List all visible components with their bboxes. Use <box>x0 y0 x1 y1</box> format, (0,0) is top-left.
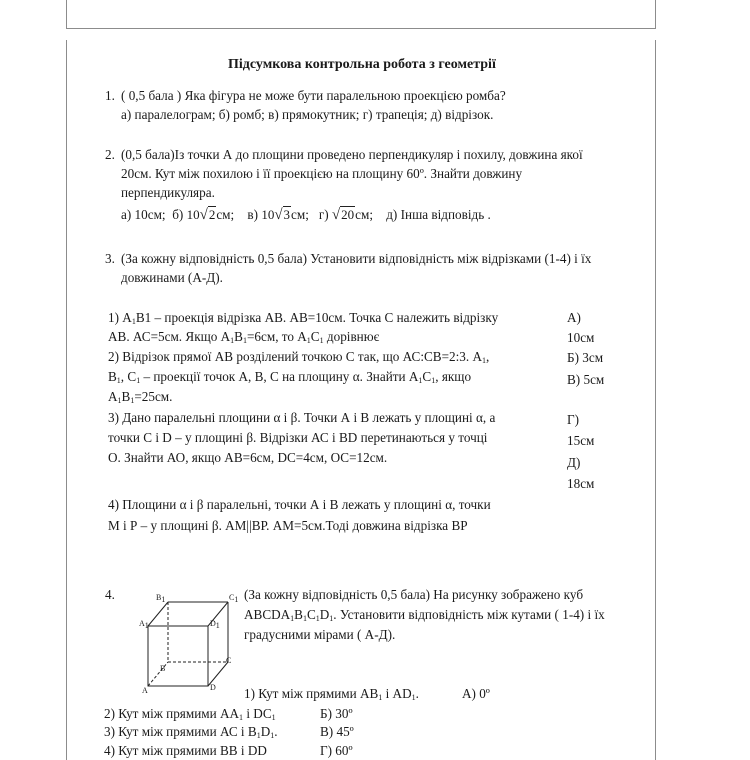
cube-label-b: B <box>160 664 166 673</box>
q3-answer-d: Д) <box>567 455 581 470</box>
q3-answer-g: Г) <box>567 412 580 427</box>
q3-item2-line2: $В_1$, $С_1$ – проекції точок А, В, С на площину α. Знайти $А_1С_1$, якщо <box>108 369 472 385</box>
q4-item4: 4) Кут між прямими ВВ і DD <box>104 743 267 758</box>
q4-number: 4. <box>105 587 115 602</box>
q3-answer-a: А) <box>567 310 581 325</box>
q4-item1: 1) Кут між прямими $АВ_1$ і $АD_1$. <box>244 686 419 702</box>
sqrt-10-3: 10√3 <box>261 207 291 223</box>
q3-item4-line2: М і Р – у площині β. АМ||ВР. АМ=5см.Тоді довжина відрізка ВР <box>108 518 468 533</box>
cube-label-a1: $A_1$ <box>139 619 149 630</box>
q4-line2: $АВСDА_1В_1С_1D_1$. Установити відповідність між кутами ( 1-4) і їх <box>244 607 605 623</box>
page-title: Підсумкова контрольна робота з геометрії <box>228 57 496 72</box>
q3-item2-line3: $А_1В_1=25см$. <box>108 389 173 405</box>
previous-page-frame <box>66 0 656 29</box>
q4-line1: (За кожну відповідність 0,5 бала) На рисунку зображено куб <box>244 587 584 602</box>
q4-answer-g: Г) 60º <box>320 743 353 758</box>
q2-line2: 20см. Кут між похилою і її проекцією на площину 60º. Знайти довжину <box>121 166 523 181</box>
q2-opt-b: б) <box>172 207 184 222</box>
cube-edge-a1b1 <box>148 602 168 626</box>
cube-front-face <box>148 626 208 686</box>
cube-label-c: C <box>226 656 232 665</box>
q4-answer-v: В) 45º <box>320 724 354 739</box>
q1-number: 1. <box>105 88 115 103</box>
cube-label-d1: $D_1$ <box>210 619 220 630</box>
q4-item3: 3) Кут між прямими АС і $В_1D_1$. <box>104 724 278 740</box>
q3-item3-line1: 3) Дано паралельні площини α і β. Точки А і В лежать у площині α, а <box>108 410 496 425</box>
q3-item3-line2: точки С і D – у площині β. Відрізки АС і ВD перетинаються у точці <box>108 430 488 445</box>
q2-line1: (0,5 бала)Із точки А до площини проведено перпендикуляр і похилу, довжина якої <box>121 147 583 162</box>
sqrt-20: √20 <box>331 207 355 223</box>
q3-answer-d-value: 18см <box>567 476 595 491</box>
q1-text: ( 0,5 бала ) Яка фігура не може бути паралельною проекцією ромба? <box>121 88 506 103</box>
q4-answer-b: Б) 30º <box>320 706 353 721</box>
q4-answer-a: А) 0º <box>462 686 490 701</box>
q2-options: а) 10см; б) 10√2см; в) 10√3см; г) √20см; д) Інша відповідь . <box>121 207 491 223</box>
q3-number: 3. <box>105 251 115 266</box>
q3-line2: довжинами (А-Д). <box>121 270 223 285</box>
q2-opt-v: в) <box>247 207 259 222</box>
q3-line1: (За кожну відповідність 0,5 бала) Установити відповідність між відрізками (1-4) і їх <box>121 251 592 266</box>
cube-figure <box>136 592 239 696</box>
cube-label-b1: $B_1$ <box>156 593 166 604</box>
q3-item3-line3: О. Знайти АО, якщо АВ=6см, DC=4см, ОС=12см. <box>108 450 388 465</box>
q4-line3: градусними мірами ( А-Д). <box>244 627 396 642</box>
cube-drawing <box>136 592 239 696</box>
cube-label-a: A <box>142 686 148 695</box>
q2-number: 2. <box>105 147 115 162</box>
cube-label-d: D <box>210 683 216 692</box>
q3-item1-line2: АВ. АС=5см. Якщо $А_1В_1=6см$, то $А_1С_1$ дорівнює <box>108 329 380 345</box>
q3-answer-v: В) 5см <box>567 372 605 387</box>
q3-answer-a-value: 10см <box>567 330 595 345</box>
q2-opt-a: а) 10см; <box>121 207 166 222</box>
q1-options: а) паралелограм; б) ромб; в) прямокутник; г) трапеція; д) відрізок. <box>121 107 494 122</box>
q3-answer-b: Б) 3см <box>567 350 604 365</box>
q2-opt-d: д) Інша відповідь . <box>386 207 491 222</box>
q3-item4-line1: 4) Площини α і β паралельні, точки А і В лежать у площині α, точки <box>108 497 491 512</box>
cube-label-c1: $C_1$ <box>229 593 239 604</box>
q2-line3: перпендикуляра. <box>121 185 215 200</box>
q3-answer-g-value: 15см <box>567 433 595 448</box>
q3-item2-line1: 2) Відрізок прямої АВ розділений точкою С так, що АС:СВ=2:3. $А_1$, <box>108 349 490 365</box>
q3-item1-line1: 1) $А_1В1$ – проекція відрізка АВ. АВ=10см. Точка С належить відрізку <box>108 310 499 326</box>
sqrt-10-2: 10√2 <box>186 207 216 223</box>
q2-opt-g: г) <box>318 207 329 222</box>
q4-item2: 2) Кут між прямими $АА_1$ і $DC_1$ <box>104 706 276 722</box>
